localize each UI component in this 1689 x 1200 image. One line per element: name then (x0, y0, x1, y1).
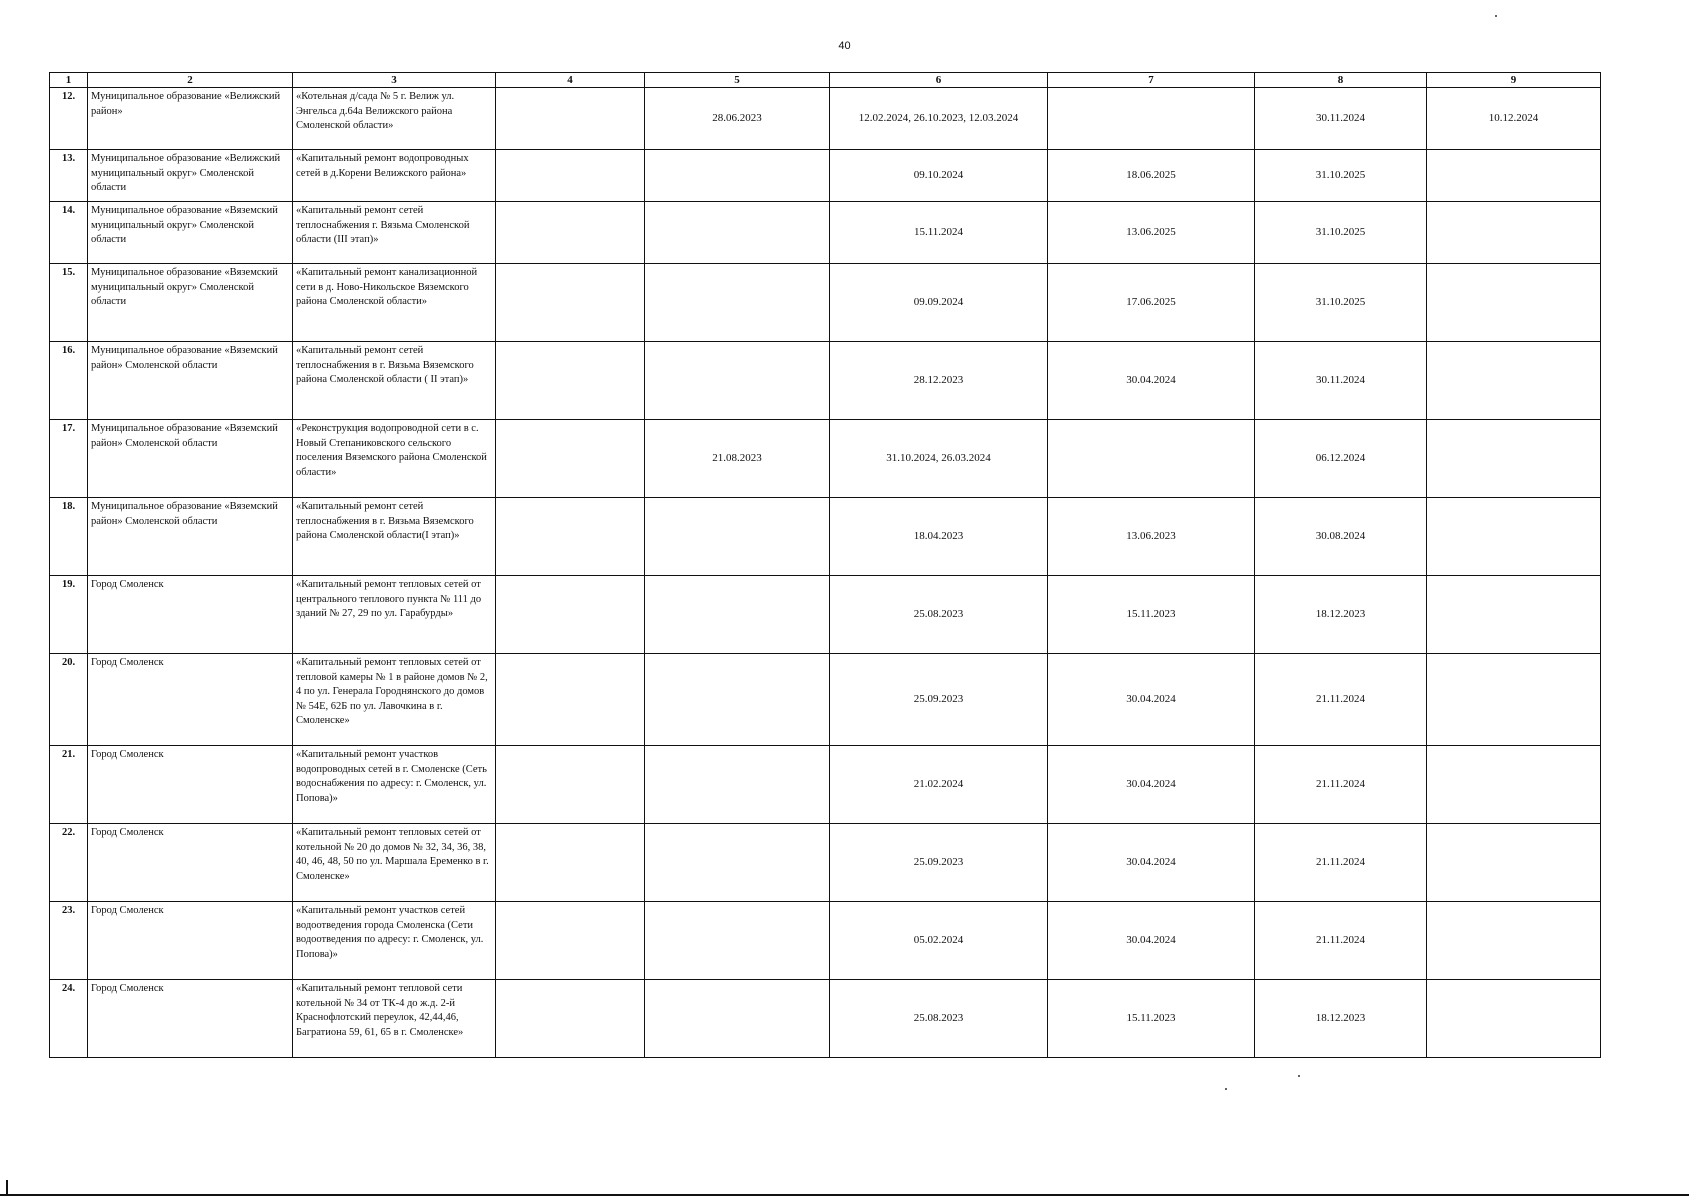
col5-cell (645, 342, 830, 420)
col4-cell (496, 902, 645, 980)
col4-cell (496, 420, 645, 498)
col9-cell (1427, 420, 1601, 498)
table-row (50, 342, 1601, 420)
col4-cell (496, 980, 645, 1058)
object-cell: «Реконструкция водопроводной сети в с. Новый Степаниковского сельского поселения Вяземского района Смоленской области» (293, 420, 496, 498)
col9-cell (1427, 342, 1601, 420)
col7-cell: 15.11.2023 (1048, 576, 1255, 654)
municipality-cell: Город Смоленск (88, 980, 293, 1058)
municipality-cell: Город Смоленск (88, 746, 293, 824)
row-number: 19. (50, 576, 88, 654)
municipality-cell: Город Смоленск (88, 576, 293, 654)
municipality-cell: Муниципальное образование «Вяземский район» Смоленской области (88, 420, 293, 498)
col7-cell: 17.06.2025 (1048, 264, 1255, 342)
col9-cell (1427, 902, 1601, 980)
table-row (50, 654, 1601, 746)
col9-cell (1427, 498, 1601, 576)
col6-cell: 09.10.2024 (830, 150, 1048, 202)
table-row (50, 576, 1601, 654)
col8-cell: 21.11.2024 (1255, 824, 1427, 902)
column-header: 7 (1048, 73, 1255, 88)
col8-cell: 30.08.2024 (1255, 498, 1427, 576)
col4-cell (496, 576, 645, 654)
table-row (50, 498, 1601, 576)
object-cell: «Капитальный ремонт тепловых сетей от котельной № 20 до домов № 32, 34, 36, 38, 40, 46, 48, 50 по ул. Маршала Еременко в г. Смоленске» (293, 824, 496, 902)
col8-cell: 31.10.2025 (1255, 202, 1427, 264)
col7-cell: 30.04.2024 (1048, 746, 1255, 824)
row-number: 20. (50, 654, 88, 746)
col9-cell (1427, 576, 1601, 654)
table-row (50, 824, 1601, 902)
municipality-cell: Муниципальное образование «Вяземский район» Смоленской области (88, 498, 293, 576)
col5-cell (645, 746, 830, 824)
object-cell: «Капитальный ремонт сетей теплоснабжения г. Вязьма Смоленской области (III этап)» (293, 202, 496, 264)
object-cell: «Капитальный ремонт сетей теплоснабжения в г. Вязьма Вяземского района Смоленской области(I этап)» (293, 498, 496, 576)
col8-cell: 31.10.2025 (1255, 264, 1427, 342)
col9-cell (1427, 654, 1601, 746)
object-cell: «Капитальный ремонт сетей теплоснабжения в г. Вязьма Вяземского района Смоленской области ( II этап)» (293, 342, 496, 420)
col8-cell: 18.12.2023 (1255, 980, 1427, 1058)
col6-cell: 31.10.2024, 26.03.2024 (830, 420, 1048, 498)
object-cell: «Капитальный ремонт канализационной сети в д. Ново-Никольское Вяземского района Смоленской области» (293, 264, 496, 342)
row-number: 16. (50, 342, 88, 420)
object-cell: «Капитальный ремонт участков водопроводных сетей в г. Смоленске (Сеть водоснабжения по адресу: г. Смоленск, ул. Попова)» (293, 746, 496, 824)
col6-cell: 09.09.2024 (830, 264, 1048, 342)
col5-cell (645, 202, 830, 264)
col6-cell: 18.04.2023 (830, 498, 1048, 576)
column-header: 1 (50, 73, 88, 88)
column-header: 5 (645, 73, 830, 88)
row-number: 15. (50, 264, 88, 342)
col5-cell (645, 150, 830, 202)
municipality-cell: Муниципальное образование «Вяземский муниципальный округ» Смоленской области (88, 264, 293, 342)
col4-cell (496, 824, 645, 902)
col5-cell: 28.06.2023 (645, 88, 830, 150)
column-header: 2 (88, 73, 293, 88)
col6-cell: 15.11.2024 (830, 202, 1048, 264)
table-row (50, 150, 1601, 202)
object-cell: «Капитальный ремонт водопроводных сетей в д.Корени Велижского района» (293, 150, 496, 202)
col8-cell: 30.11.2024 (1255, 88, 1427, 150)
col5-cell (645, 902, 830, 980)
col7-cell: 30.04.2024 (1048, 342, 1255, 420)
column-header: 8 (1255, 73, 1427, 88)
col4-cell (496, 654, 645, 746)
scan-speck (1495, 15, 1497, 17)
row-number: 17. (50, 420, 88, 498)
col6-cell: 25.08.2023 (830, 980, 1048, 1058)
page-number: 40 (838, 40, 851, 52)
col8-cell: 21.11.2024 (1255, 654, 1427, 746)
col7-cell (1048, 420, 1255, 498)
bottom-border-line (0, 1194, 1689, 1196)
table-row (50, 980, 1601, 1058)
scan-speck (1298, 1075, 1300, 1077)
row-number: 21. (50, 746, 88, 824)
col4-cell (496, 498, 645, 576)
table-row (50, 420, 1601, 498)
left-corner-mark (6, 1180, 8, 1196)
row-number: 23. (50, 902, 88, 980)
object-cell: «Котельная д/сада № 5 г. Велиж ул. Энгельса д.64а Велижского района Смоленской области» (293, 88, 496, 150)
municipality-cell: Муниципальное образование «Велижский муниципальный округ» Смоленской области (88, 150, 293, 202)
col9-cell (1427, 980, 1601, 1058)
col7-cell: 30.04.2024 (1048, 824, 1255, 902)
col8-cell: 21.11.2024 (1255, 746, 1427, 824)
col5-cell (645, 498, 830, 576)
col7-cell: 18.06.2025 (1048, 150, 1255, 202)
table-row (50, 88, 1601, 150)
col6-cell: 05.02.2024 (830, 902, 1048, 980)
col6-cell: 25.08.2023 (830, 576, 1048, 654)
table-row (50, 902, 1601, 980)
municipality-cell: Муниципальное образование «Вяземский район» Смоленской области (88, 342, 293, 420)
col5-cell (645, 576, 830, 654)
municipality-cell: Город Смоленск (88, 824, 293, 902)
row-number: 12. (50, 88, 88, 150)
col8-cell: 31.10.2025 (1255, 150, 1427, 202)
row-number: 24. (50, 980, 88, 1058)
municipality-cell: Город Смоленск (88, 902, 293, 980)
col6-cell: 21.02.2024 (830, 746, 1048, 824)
col9-cell: 10.12.2024 (1427, 88, 1601, 150)
header-row (50, 73, 1601, 88)
col9-cell (1427, 746, 1601, 824)
object-cell: «Капитальный ремонт участков сетей водоотведения города Смоленска (Сети водоотведения по адресу: г. Смоленск, ул. Попова)» (293, 902, 496, 980)
row-number: 18. (50, 498, 88, 576)
col5-cell (645, 824, 830, 902)
municipality-cell: Город Смоленск (88, 654, 293, 746)
col9-cell (1427, 150, 1601, 202)
row-number: 14. (50, 202, 88, 264)
col8-cell: 21.11.2024 (1255, 902, 1427, 980)
col4-cell (496, 150, 645, 202)
scan-speck (1225, 1088, 1227, 1090)
col8-cell: 06.12.2024 (1255, 420, 1427, 498)
table-row (50, 202, 1601, 264)
col7-cell: 13.06.2025 (1048, 202, 1255, 264)
col9-cell (1427, 264, 1601, 342)
table-row (50, 264, 1601, 342)
object-cell: «Капитальный ремонт тепловой сети котельной № 34 от ТК-4 до ж.д. 2-й Краснофлотский переулок, 42,44,46, Багратиона 59, 61, 65 в г. Смоленске» (293, 980, 496, 1058)
column-header: 3 (293, 73, 496, 88)
row-number: 22. (50, 824, 88, 902)
col9-cell (1427, 202, 1601, 264)
object-cell: «Капитальный ремонт тепловых сетей от центрального теплового пункта № 111 до зданий № 27, 29 по ул. Гарабурды» (293, 576, 496, 654)
col8-cell: 30.11.2024 (1255, 342, 1427, 420)
column-header: 6 (830, 73, 1048, 88)
col4-cell (496, 88, 645, 150)
col6-cell: 25.09.2023 (830, 654, 1048, 746)
schedule-table (49, 72, 1601, 1058)
col4-cell (496, 342, 645, 420)
column-header: 4 (496, 73, 645, 88)
col7-cell: 13.06.2023 (1048, 498, 1255, 576)
col5-cell: 21.08.2023 (645, 420, 830, 498)
col7-cell: 15.11.2023 (1048, 980, 1255, 1058)
col5-cell (645, 654, 830, 746)
col6-cell: 28.12.2023 (830, 342, 1048, 420)
object-cell: «Капитальный ремонт тепловых сетей от тепловой камеры № 1 в районе домов № 2, 4 по ул. Генерала Городнянского до домов № 54Е, 62Б по ул. Лавочкина в г. Смоленске» (293, 654, 496, 746)
row-number: 13. (50, 150, 88, 202)
municipality-cell: Муниципальное образование «Вяземский муниципальный округ» Смоленской области (88, 202, 293, 264)
col5-cell (645, 264, 830, 342)
col6-cell: 12.02.2024, 26.10.2023, 12.03.2024 (830, 88, 1048, 150)
col4-cell (496, 264, 645, 342)
col9-cell (1427, 824, 1601, 902)
municipality-cell: Муниципальное образование «Велижский район» (88, 88, 293, 150)
column-header: 9 (1427, 73, 1601, 88)
col5-cell (645, 980, 830, 1058)
col6-cell: 25.09.2023 (830, 824, 1048, 902)
col4-cell (496, 202, 645, 264)
table-row (50, 746, 1601, 824)
col4-cell (496, 746, 645, 824)
col8-cell: 18.12.2023 (1255, 576, 1427, 654)
col7-cell: 30.04.2024 (1048, 902, 1255, 980)
col7-cell (1048, 88, 1255, 150)
col7-cell: 30.04.2024 (1048, 654, 1255, 746)
